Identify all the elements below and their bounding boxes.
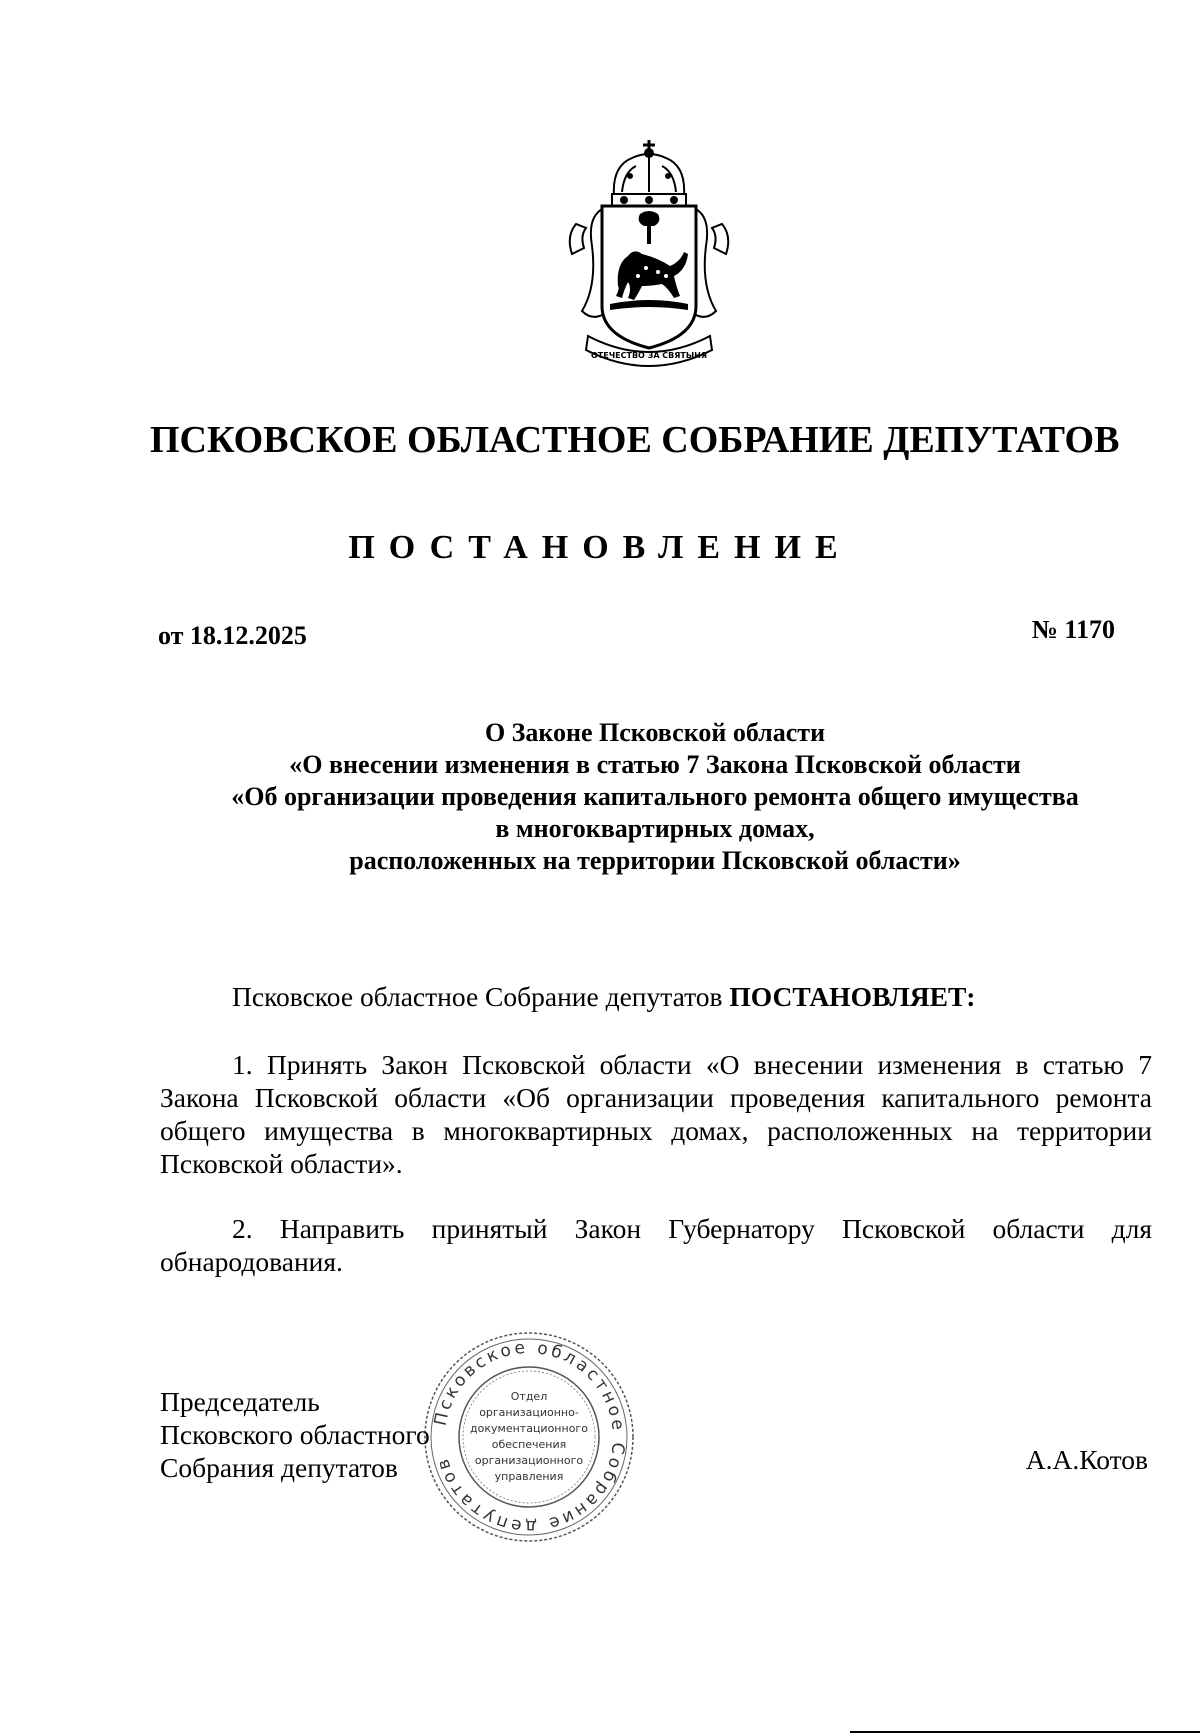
seal-inner-line: организационного <box>474 1454 584 1467</box>
document-date: от 18.12.2025 <box>158 621 307 650</box>
subject-line: «Об организации проведения капитального ремонта общего имущества <box>231 782 1079 811</box>
preamble-resolves: ПОСТАНОВЛЯЕТ: <box>729 981 976 1012</box>
seal-inner-line: документационного <box>470 1422 588 1435</box>
signatory-position <box>160 1385 430 1484</box>
document-type-heading: ПОСТАНОВЛЕНИЕ <box>348 529 852 566</box>
preamble-paragraph <box>160 980 1152 1013</box>
organization-title: ПСКОВСКОЕ ОБЛАСТНОЕ СОБРАНИЕ ДЕПУТАТОВ <box>150 419 1120 461</box>
subject-line: О Законе Псковской области <box>484 718 826 747</box>
seal-inner-line: управления <box>494 1470 564 1483</box>
emblem-motto: ОТЕЧЕСТВО ЗА СВЯТЫНЯ <box>590 351 708 360</box>
resolution-item-2: 2. Направить принятый Закон Губернатору Псковской области для обнародования. <box>160 1213 1152 1277</box>
seal-ring-text: Псковское областное Собрание депутатов <box>430 1337 629 1537</box>
subject-line: расположенных на территории Псковской области» <box>349 846 961 875</box>
signatory-position-line: Председатель <box>160 1386 320 1417</box>
signatory-position-line: Собрания депутатов <box>160 1452 398 1483</box>
seal-inner-line: обеспечения <box>491 1438 567 1451</box>
official-seal-stamp <box>422 1330 636 1544</box>
scan-edge-line <box>850 1731 1200 1733</box>
signatory-position-line: Псковского областного <box>160 1419 430 1450</box>
coat-of-arms-emblem <box>562 136 736 386</box>
resolution-item-1: 1. Принять Закон Псковской области «О внесении изменения в статью 7 Закона Псковской области «Об организации проведения капитального ремонта общего имущества в многоквартирных домах, расположенных на территории Псковской области». <box>160 1049 1152 1179</box>
subject-line: в многоквартирных домах, <box>495 814 815 843</box>
seal-inner-line: организационно- <box>479 1406 579 1419</box>
subject-line: «О внесении изменения в статью 7 Закона Псковской области <box>289 750 1021 779</box>
preamble-text: Псковское областное Собрание депутатов <box>232 981 730 1012</box>
seal-inner-line: Отдел <box>510 1390 548 1403</box>
signatory-name: А.А.Котов <box>1025 1444 1148 1475</box>
document-subject <box>120 717 1190 877</box>
document-number: № 1170 <box>1031 615 1115 644</box>
